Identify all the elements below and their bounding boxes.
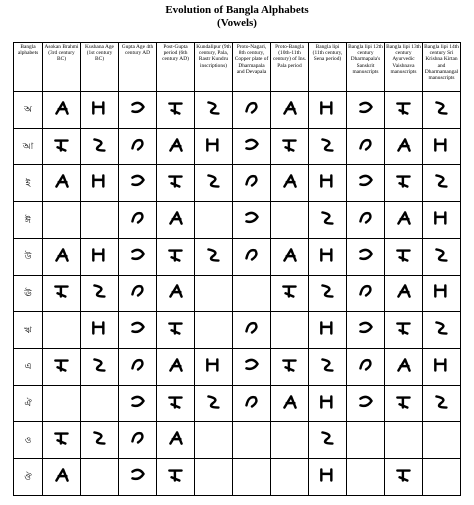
glyph-cell — [157, 312, 195, 349]
glyph-cell — [233, 165, 271, 202]
glyph-cell — [119, 459, 157, 496]
table-row — [14, 422, 461, 459]
table-row — [14, 92, 461, 129]
glyph-cell — [157, 92, 195, 129]
script-form-drawing — [318, 465, 338, 485]
script-form-drawing — [128, 428, 148, 448]
glyph-cell — [347, 459, 385, 496]
glyph-cell — [195, 349, 233, 386]
script-form-drawing — [52, 428, 72, 448]
glyph-cell — [43, 92, 81, 129]
glyph-cell — [271, 238, 309, 275]
script-form-drawing — [128, 465, 148, 485]
script-form-drawing — [242, 135, 262, 155]
glyph-cell — [233, 422, 271, 459]
column-header: Bangla lipi 14th century Sri Krishna Kirtan and Dharmamangal manuscripts — [423, 43, 461, 92]
glyph-cell — [43, 459, 81, 496]
script-form-drawing — [432, 318, 452, 338]
glyph-cell — [119, 165, 157, 202]
script-form-drawing — [280, 392, 300, 412]
script-form-drawing — [394, 318, 414, 338]
script-form-drawing — [204, 171, 224, 191]
glyph-cell — [119, 238, 157, 275]
script-form-drawing — [242, 171, 262, 191]
script-form-drawing — [166, 465, 186, 485]
script-form-drawing — [52, 465, 72, 485]
column-header: Proto-Nagari, 8th century, Copper plate of Dharmapala and Devapala — [233, 43, 271, 92]
script-form-drawing — [52, 245, 72, 265]
glyph-cell — [157, 422, 195, 459]
glyph-cell — [271, 92, 309, 129]
glyph-cell — [195, 238, 233, 275]
script-form-drawing — [166, 135, 186, 155]
glyph-cell — [81, 349, 119, 386]
glyph-cell — [385, 349, 423, 386]
glyph-cell — [309, 349, 347, 386]
table-row — [14, 275, 461, 312]
script-form-drawing — [356, 98, 376, 118]
glyph-cell — [385, 92, 423, 129]
page-subtitle: (Vowels) — [217, 17, 257, 29]
glyph-cell — [195, 385, 233, 422]
page-title: Evolution of Bangla Alphabets — [165, 4, 309, 16]
script-form-drawing — [242, 318, 262, 338]
script-form-drawing — [242, 392, 262, 412]
column-header: Bangla lipi 13th century Ayurvedic Vaishnava manuscripts — [385, 43, 423, 92]
script-form-drawing — [394, 465, 414, 485]
script-form-drawing — [356, 135, 376, 155]
glyph-cell — [233, 312, 271, 349]
script-form-drawing — [242, 98, 262, 118]
script-form-drawing — [432, 208, 452, 228]
glyph-cell — [233, 128, 271, 165]
glyph-cell — [233, 459, 271, 496]
script-form-drawing — [318, 281, 338, 301]
table-row — [14, 349, 461, 386]
glyph-cell — [423, 312, 461, 349]
glyph-cell — [309, 422, 347, 459]
glyph-cell — [423, 128, 461, 165]
script-form-drawing — [394, 392, 414, 412]
script-form-drawing — [394, 98, 414, 118]
script-form-drawing — [166, 392, 186, 412]
script-form-drawing — [242, 355, 262, 375]
script-form-drawing — [166, 428, 186, 448]
glyph-cell — [81, 459, 119, 496]
glyph-cell — [347, 385, 385, 422]
script-form-drawing — [432, 245, 452, 265]
table-row — [14, 385, 461, 422]
glyph-cell — [195, 275, 233, 312]
glyph-cell — [157, 128, 195, 165]
script-form-drawing — [280, 245, 300, 265]
script-form-drawing — [318, 171, 338, 191]
glyph-cell — [385, 275, 423, 312]
glyph-cell — [347, 92, 385, 129]
glyph-cell — [81, 238, 119, 275]
glyph-cell — [233, 349, 271, 386]
column-header: Post-Gupta period (6th century AD) — [157, 43, 195, 92]
row-label: ঋ — [14, 312, 43, 349]
glyph-cell — [423, 92, 461, 129]
script-form-drawing — [90, 355, 110, 375]
script-form-drawing — [242, 245, 262, 265]
script-form-drawing — [280, 355, 300, 375]
script-form-drawing — [204, 392, 224, 412]
glyph-cell — [81, 422, 119, 459]
glyph-cell — [271, 165, 309, 202]
script-form-drawing — [90, 171, 110, 191]
glyph-cell — [309, 165, 347, 202]
glyph-cell — [195, 312, 233, 349]
glyph-cell — [157, 275, 195, 312]
script-form-drawing — [204, 245, 224, 265]
column-header: Kushana Age (1st century BC) — [81, 43, 119, 92]
script-form-drawing — [394, 281, 414, 301]
glyph-cell — [385, 422, 423, 459]
script-form-drawing — [432, 98, 452, 118]
row-label: অ — [14, 92, 43, 129]
script-form-drawing — [166, 355, 186, 375]
script-form-drawing — [280, 171, 300, 191]
row-label: ঈ — [14, 202, 43, 239]
script-form-drawing — [128, 392, 148, 412]
column-header: Bangla lipi 12th century Dharmapala's Sanskrit manuscripts — [347, 43, 385, 92]
script-form-drawing — [52, 135, 72, 155]
glyph-cell — [309, 385, 347, 422]
glyph-cell — [271, 349, 309, 386]
script-form-drawing — [128, 98, 148, 118]
script-form-drawing — [242, 208, 262, 228]
glyph-cell — [423, 202, 461, 239]
script-form-drawing — [318, 428, 338, 448]
glyph-cell — [423, 275, 461, 312]
glyph-cell — [309, 238, 347, 275]
glyph-cell — [43, 422, 81, 459]
script-form-drawing — [52, 98, 72, 118]
glyph-cell — [119, 275, 157, 312]
script-form-drawing — [166, 318, 186, 338]
script-form-drawing — [356, 318, 376, 338]
glyph-cell — [347, 128, 385, 165]
script-form-drawing — [166, 98, 186, 118]
script-form-drawing — [394, 245, 414, 265]
script-form-drawing — [280, 135, 300, 155]
glyph-cell — [119, 422, 157, 459]
glyph-cell — [43, 385, 81, 422]
script-form-drawing — [128, 208, 148, 228]
glyph-cell — [81, 275, 119, 312]
script-form-drawing — [90, 428, 110, 448]
script-form-drawing — [356, 171, 376, 191]
glyph-cell — [157, 202, 195, 239]
script-form-drawing — [318, 98, 338, 118]
script-form-drawing — [90, 135, 110, 155]
glyph-cell — [195, 165, 233, 202]
glyph-cell — [81, 128, 119, 165]
alphabet-evolution-table — [13, 42, 461, 496]
script-form-drawing — [280, 98, 300, 118]
glyph-cell — [119, 92, 157, 129]
glyph-cell — [347, 238, 385, 275]
table-header-row — [14, 43, 461, 92]
script-form-drawing — [432, 281, 452, 301]
row-label: ঊ — [14, 275, 43, 312]
script-form-drawing — [90, 245, 110, 265]
script-form-drawing — [128, 318, 148, 338]
glyph-cell — [157, 385, 195, 422]
glyph-cell — [195, 128, 233, 165]
script-form-drawing — [356, 208, 376, 228]
script-form-drawing — [394, 171, 414, 191]
glyph-cell — [43, 312, 81, 349]
glyph-cell — [423, 422, 461, 459]
script-form-drawing — [356, 245, 376, 265]
table-row — [14, 165, 461, 202]
script-form-drawing — [52, 171, 72, 191]
glyph-cell — [233, 92, 271, 129]
column-header: Bangla lipi (11th century, Sena period) — [309, 43, 347, 92]
glyph-cell — [271, 385, 309, 422]
script-form-drawing — [128, 355, 148, 375]
glyph-cell — [81, 202, 119, 239]
glyph-cell — [309, 312, 347, 349]
script-form-drawing — [52, 281, 72, 301]
glyph-cell — [157, 349, 195, 386]
glyph-cell — [119, 202, 157, 239]
script-form-drawing — [356, 392, 376, 412]
glyph-cell — [271, 128, 309, 165]
glyph-cell — [385, 238, 423, 275]
glyph-cell — [423, 238, 461, 275]
glyph-cell — [271, 275, 309, 312]
table-row — [14, 238, 461, 275]
script-form-drawing — [128, 135, 148, 155]
glyph-cell — [271, 312, 309, 349]
column-header: Bangla alphabets — [14, 43, 43, 92]
script-form-drawing — [128, 245, 148, 265]
script-form-drawing — [166, 281, 186, 301]
header — [0, 4, 474, 30]
table-row — [14, 202, 461, 239]
glyph-cell — [233, 385, 271, 422]
glyph-cell — [233, 275, 271, 312]
column-header: Kundalipur (9th century, Pala, Rastr Kundru inscriptions) — [195, 43, 233, 92]
glyph-cell — [157, 165, 195, 202]
script-form-drawing — [432, 171, 452, 191]
table-row — [14, 128, 461, 165]
script-form-drawing — [90, 318, 110, 338]
glyph-cell — [309, 459, 347, 496]
table-row — [14, 459, 461, 496]
glyph-cell — [347, 422, 385, 459]
glyph-cell — [157, 459, 195, 496]
glyph-cell — [385, 385, 423, 422]
glyph-cell — [385, 165, 423, 202]
script-form-drawing — [166, 245, 186, 265]
script-form-drawing — [318, 245, 338, 265]
glyph-cell — [43, 128, 81, 165]
glyph-cell — [119, 128, 157, 165]
glyph-cell — [423, 349, 461, 386]
glyph-cell — [81, 165, 119, 202]
script-form-drawing — [432, 355, 452, 375]
glyph-cell — [195, 422, 233, 459]
glyph-cell — [43, 165, 81, 202]
glyph-cell — [385, 128, 423, 165]
glyph-cell — [81, 385, 119, 422]
script-form-drawing — [52, 355, 72, 375]
column-header: Proto-Bangla (10th-11th century) of Ins. Pala period — [271, 43, 309, 92]
script-form-drawing — [166, 208, 186, 228]
script-form-drawing — [318, 135, 338, 155]
script-form-drawing — [204, 135, 224, 155]
glyph-cell — [385, 312, 423, 349]
glyph-cell — [81, 92, 119, 129]
glyph-cell — [385, 202, 423, 239]
glyph-cell — [43, 202, 81, 239]
row-label: ই — [14, 165, 43, 202]
glyph-cell — [43, 349, 81, 386]
script-form-drawing — [432, 392, 452, 412]
script-form-drawing — [432, 135, 452, 155]
row-label: ঔ — [14, 459, 43, 496]
script-form-drawing — [90, 98, 110, 118]
script-form-drawing — [318, 208, 338, 228]
script-form-drawing — [394, 355, 414, 375]
glyph-cell — [347, 349, 385, 386]
glyph-cell — [233, 238, 271, 275]
glyph-cell — [119, 312, 157, 349]
script-form-drawing — [318, 392, 338, 412]
row-label: আ — [14, 128, 43, 165]
glyph-cell — [271, 459, 309, 496]
glyph-cell — [309, 92, 347, 129]
glyph-cell — [347, 165, 385, 202]
glyph-cell — [195, 459, 233, 496]
glyph-cell — [271, 422, 309, 459]
script-form-drawing — [318, 355, 338, 375]
glyph-cell — [309, 275, 347, 312]
table-row — [14, 312, 461, 349]
glyph-cell — [309, 128, 347, 165]
glyph-cell — [347, 312, 385, 349]
glyph-cell — [347, 202, 385, 239]
glyph-cell — [423, 385, 461, 422]
script-form-drawing — [356, 355, 376, 375]
glyph-cell — [119, 349, 157, 386]
glyph-cell — [195, 202, 233, 239]
glyph-cell — [195, 92, 233, 129]
script-form-drawing — [166, 171, 186, 191]
row-label: ও — [14, 422, 43, 459]
glyph-cell — [43, 275, 81, 312]
glyph-cell — [233, 202, 271, 239]
glyph-cell — [157, 238, 195, 275]
script-form-drawing — [204, 355, 224, 375]
glyph-cell — [81, 312, 119, 349]
row-label: এ — [14, 349, 43, 386]
glyph-cell — [385, 459, 423, 496]
row-label: উ — [14, 238, 43, 275]
column-header: Gupta Age 4th century AD — [119, 43, 157, 92]
glyph-cell — [43, 238, 81, 275]
script-form-drawing — [394, 208, 414, 228]
glyph-cell — [347, 275, 385, 312]
column-header: Asokan Brahmi (3rd century BC) — [43, 43, 81, 92]
script-form-drawing — [356, 281, 376, 301]
glyph-cell — [119, 385, 157, 422]
glyph-cell — [423, 165, 461, 202]
script-form-drawing — [204, 98, 224, 118]
glyph-cell — [423, 459, 461, 496]
script-form-drawing — [128, 281, 148, 301]
glyph-cell — [309, 202, 347, 239]
script-form-drawing — [128, 171, 148, 191]
glyph-cell — [271, 202, 309, 239]
row-label: ঐ — [14, 385, 43, 422]
script-form-drawing — [318, 318, 338, 338]
script-form-drawing — [394, 135, 414, 155]
script-form-drawing — [90, 281, 110, 301]
script-form-drawing — [280, 281, 300, 301]
